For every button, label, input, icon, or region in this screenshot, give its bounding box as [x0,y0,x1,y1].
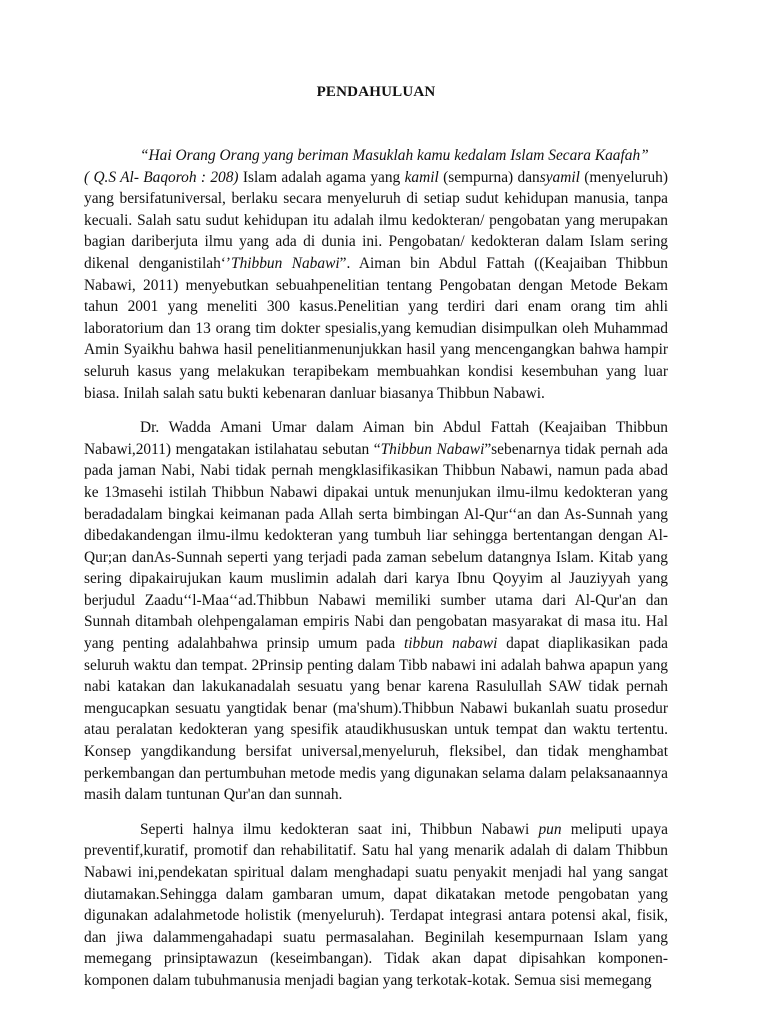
p3-text-1: Seperti halnya ilmu kedokteran saat ini, Thibbun Nabawi [140,820,539,838]
p3-text-2: meliputi upaya preventif,kuratif, promotif dan rehabilitatif. Satu hal yang menarik adalah di dalam Thibbun Nabawi ini,pendekatan spiritual dalam menghadapi suatu penyakit menjadi hal yang sangat diutamakan.Sehingga dalam gambaran umum, dapat dikatakan metode pengobatan yang digunakan adalahmetode holistik (menyeluruh). Terdapat integrasi antara potensi akal, fisik, dan jiwa dalammengahadapi suatu permasalahan. Beginilah kesempurnaan Islam yang memegang prinsiptawazun (keseimbangan). Tidak akan dapat dipisahkan komponen-komponen dalam tubuhmanusia menjadi bagian yang terkotak-kotak. Semua sisi memegang [84,820,668,989]
term-kamil: kamil [404,168,439,186]
term-thibbun-nabawi-2: Thibbun Nabawi [380,440,485,458]
paragraph-1 [84,145,668,404]
paragraph-2 [84,417,668,806]
p1-text-1: Islam adalah agama yang [238,168,405,186]
term-thibbun-nabawi: Thibbun Nabawi [231,254,340,272]
p1-text-2: (sempurna) dan [438,168,540,186]
p2-text-2: ”sebenarnya tidak pernah ada pada jaman Nabi, Nabi tidak pernah mengklasifikasikan Thibbun Nabawi, namun pada abad ke 13masehi istilah Thibbun Nabawi dipakai untuk menunjukan ilmu-ilmu kedokteran yang beradadalam bingkai keimanan pada Allah serta bimbingan Al-Qur‘‘an dan As-Sunnah yang dibedakandengan ilmu-ilmu kedokteran yang tumbuh liar sehingga bertentangan dengan Al-Qur;an danAs-Sunnah seperti yang terjadi pada zaman sebelum datangnya Islam. Kitab yang sering dipakairujukan kaum muslimin adalah dari karya Ibnu Qoyyim al Jauziyyah yang berjudul Zaadu‘‘l-Maa‘‘ad.Thibbun Nabawi memiliki sumber utama dari Al-Qur'an dan Sunnah ditambah olehpengalaman empiris Nabi dan pengobatan masyarakat di masa itu. Hal yang penting adalahbahwa prinsip umum pada [84,440,668,653]
term-pun: pun [538,820,562,838]
paragraph-3 [84,819,668,992]
p1-text-3: (menyeluruh) yang bersifatuniversal, berlaku secara menyeluruh di setiap sudut kehidupan manusia, tanpa kecuali. Salah satu sudut kehidupan itu adalah ilmu kedokteran/ pengobatan yang merupakan bagian dariberjuta ilmu yang ada di dunia ini. Pengobatan/ kedokteran dalam Islam sering dikenal denganistilah‘’ [84,168,669,272]
term-syamil: syamil [539,168,580,186]
p2-text-3: dapat diaplikasikan pada seluruh waktu dan tempat. 2Prinsip penting dalam Tibb nabawi ini adalah bahwa apapun yang nabi katakan dan lakukanadalah sesuatu yang benar karena Rasulullah SAW tidak pernah mengucapkan sesuatu yangtidak benar (ma'shum).Thibbun Nabawi bukanlah suatu prosedur atau peralatan kedokteran yang spesifik ataudikhususkan untuk tempat dan waktu tertentu. Konsep yangdikandung bersifat universal,menyeluruh, fleksibel, dan tidak menghambat perkembangan dan pertumbuhan metode medis yang digunakan selama dalam pelaksanaannya masih dalam tuntunan Qur'an dan sunnah. [84,635,668,804]
quran-reference: ( Q.S Al- Baqoroh : 208) [84,168,239,186]
p2-text-1: Dr. Wadda Amani Umar dalam Aiman bin Abdul Fattah (Keajaiban Thibbun Nabawi,2011) mengatakan istilahatau sebutan “ [84,419,668,458]
quran-quote: “Hai Orang Orang yang beriman Masuklah kamu kedalam Islam Secara Kaafah” [140,147,649,164]
document-title: PENDAHULUAN [316,84,436,100]
p1-text-4: ”. Aiman bin Abdul Fattah ((Keajaiban Thibbun Nabawi, 2011) menyebutkan sebuahpenelitian tentang Pengobatan dengan Metode Bekam tahun 2001 yang meneliti 300 kasus.Penelitian yang terdiri dari enam orang tim ahli laboratorium dan 13 orang tim dokter spesialis,yang kemudian disimpulkan oleh Muhammad Amin Syaikhu bahwa hasil penelitianmenunjukkan hasil yang mencengangkan bahwa hampir seluruh kasus yang melakukan terapibekam membuahkan kondisi kesembuhan yang luar biasa. Inilah salah satu bukti kebenaran danluar biasanya Thibbun Nabawi. [84,254,668,402]
term-tibbun-nabawi: tibbun nabawi [403,635,498,653]
